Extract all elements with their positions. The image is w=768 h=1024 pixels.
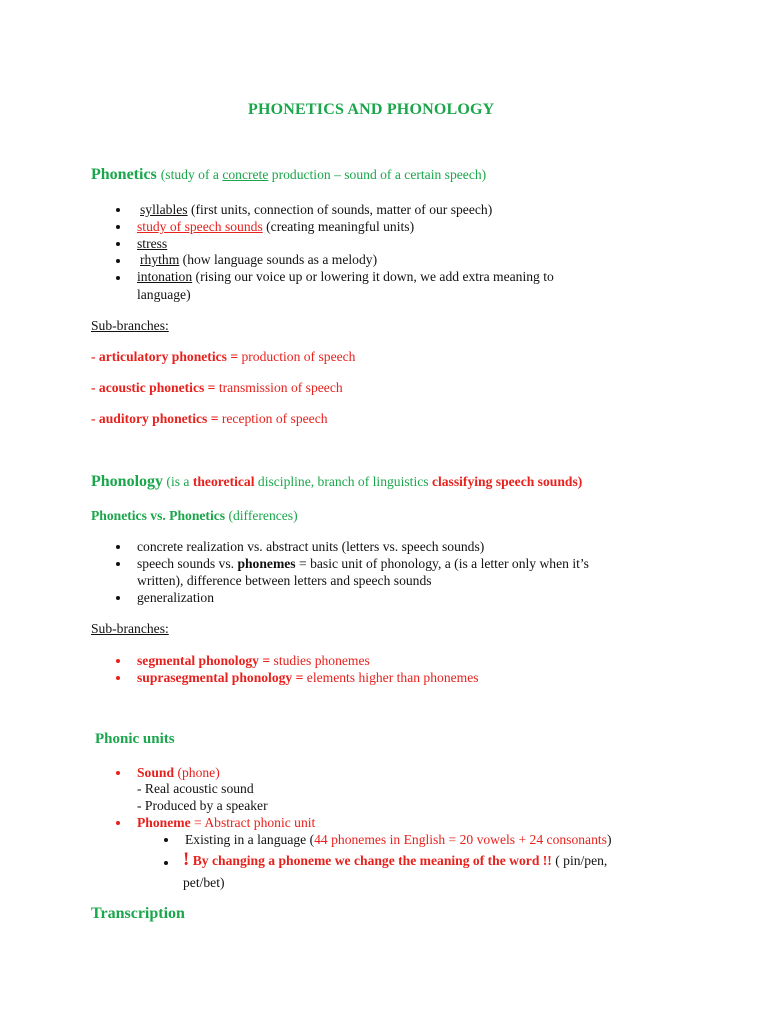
bullet-term: study of speech sounds <box>137 219 263 234</box>
sub-branch-item: segmental phonology = studies phonemes <box>137 653 370 668</box>
list-item-continuation: written), difference between letters and speech sounds <box>137 573 432 588</box>
sub-branch-def: production of speech <box>241 349 356 364</box>
sub-branch-term: suprasegmental phonology <box>137 670 293 685</box>
bullet-term: intonation <box>137 269 193 284</box>
list-item: ! By changing a phoneme we change the meaning of the word !! ( pin/pen, <box>183 849 608 870</box>
bullet-text: (rising our voice up or lowering it down, we add extra meaning to <box>192 269 554 284</box>
sub-branch-def: transmission of speech <box>218 380 343 395</box>
sub-branch-def: studies phonemes <box>273 653 370 668</box>
sub-branches-label: Sub-branches: <box>91 621 169 636</box>
phonology-theoretical: theoretical <box>192 474 255 489</box>
list-item: speech sounds vs. phonemes = basic unit of phonology, a (is a letter only when it’s <box>137 556 589 571</box>
bullet-dot <box>116 276 120 280</box>
phonology-heading: Phonology <box>91 473 164 490</box>
phonetics-desc-1: (study of a <box>160 167 223 182</box>
bullet-term: syllables <box>140 202 188 217</box>
list-item-continuation: pet/bet) <box>183 875 225 890</box>
phonetics-desc-concrete: concrete <box>222 167 269 182</box>
bullet-dot <box>164 838 168 842</box>
bullet-text: (how language sounds as a melody) <box>179 252 378 267</box>
phonemes-term: phonemes <box>237 556 296 571</box>
sub-branch-term: - articulatory phonetics <box>91 349 227 364</box>
bullet-dot <box>116 676 120 680</box>
sub-branch-item: - articulatory phonetics = production of speech <box>91 349 356 364</box>
sub-branch-term: segmental phonology <box>137 653 259 668</box>
bullet-dot <box>116 821 120 825</box>
phonic-units-heading: Phonic units <box>95 731 175 747</box>
phoneme-term: Phoneme <box>137 815 191 830</box>
bullet-dot <box>116 659 120 663</box>
list-item <box>140 201 492 218</box>
list-item <box>137 268 554 285</box>
vs-heading-line: Phonetics vs. Phonetics (differences) <box>91 508 298 523</box>
sub-branch-term: - acoustic phonetics <box>91 380 205 395</box>
list-item: Phoneme = Abstract phonic unit <box>137 815 316 830</box>
sub-branch-item: - acoustic phonetics = transmission of speech <box>91 380 343 395</box>
list-item <box>137 235 167 252</box>
bullet-text: (creating meaningful units) <box>262 219 415 234</box>
list-item: generalization <box>137 590 214 605</box>
list-item-line: - Real acoustic sound <box>137 781 254 796</box>
sub-branch-def: elements higher than phonemes <box>306 670 479 685</box>
bullet-dot <box>164 861 168 865</box>
transcription-heading: Transcription <box>91 905 185 922</box>
bullet-dot <box>116 259 120 263</box>
list-item <box>137 218 414 235</box>
sub-branch-item: suprasegmental phonology = elements higher than phonemes <box>137 670 479 685</box>
phonetics-heading-line <box>91 166 486 184</box>
list-item: Sound (phone) <box>137 765 220 780</box>
bullet-term: stress <box>137 236 168 251</box>
list-item: Existing in a language (44 phonemes in English = 20 vowels + 24 consonants) <box>185 832 612 847</box>
bullet-dot <box>116 242 120 246</box>
phonology-heading-line: Phonology (is a theoretical discipline, branch of linguistics classifying speech sounds) <box>91 473 583 490</box>
sub-branch-def: reception of speech <box>221 411 328 426</box>
bullet-dot <box>116 771 120 775</box>
bullet-text: (first units, connection of sounds, matter of our speech) <box>187 202 493 217</box>
bullet-dot <box>116 562 120 566</box>
list-item <box>140 251 377 268</box>
sound-term: Sound <box>137 765 175 780</box>
bullet-dot <box>116 208 120 212</box>
sub-branch-term: - auditory phonetics <box>91 411 208 426</box>
list-item: concrete realization vs. abstract units (letters vs. speech sounds) <box>137 539 485 554</box>
vs-heading: Phonetics vs. Phonetics <box>91 508 226 523</box>
sub-branches-label: Sub-branches: <box>91 318 169 333</box>
bullet-dot <box>116 225 120 229</box>
list-item-line: - Produced by a speaker <box>137 798 268 813</box>
phonetics-heading: Phonetics <box>91 166 157 183</box>
bullet-term: rhythm <box>140 252 180 267</box>
exclamation-mark: ! <box>183 849 190 870</box>
page-title: PHONETICS AND PHONOLOGY <box>248 101 495 118</box>
phonology-classifying: classifying speech sounds <box>431 474 578 489</box>
bullet-dot <box>116 596 120 600</box>
bullet-dot <box>116 545 120 549</box>
phonetics-desc-2: production – sound of a certain speech) <box>268 167 487 182</box>
list-item-continuation: language) <box>137 287 191 302</box>
sub-branch-item: - auditory phonetics = reception of speech <box>91 411 328 426</box>
